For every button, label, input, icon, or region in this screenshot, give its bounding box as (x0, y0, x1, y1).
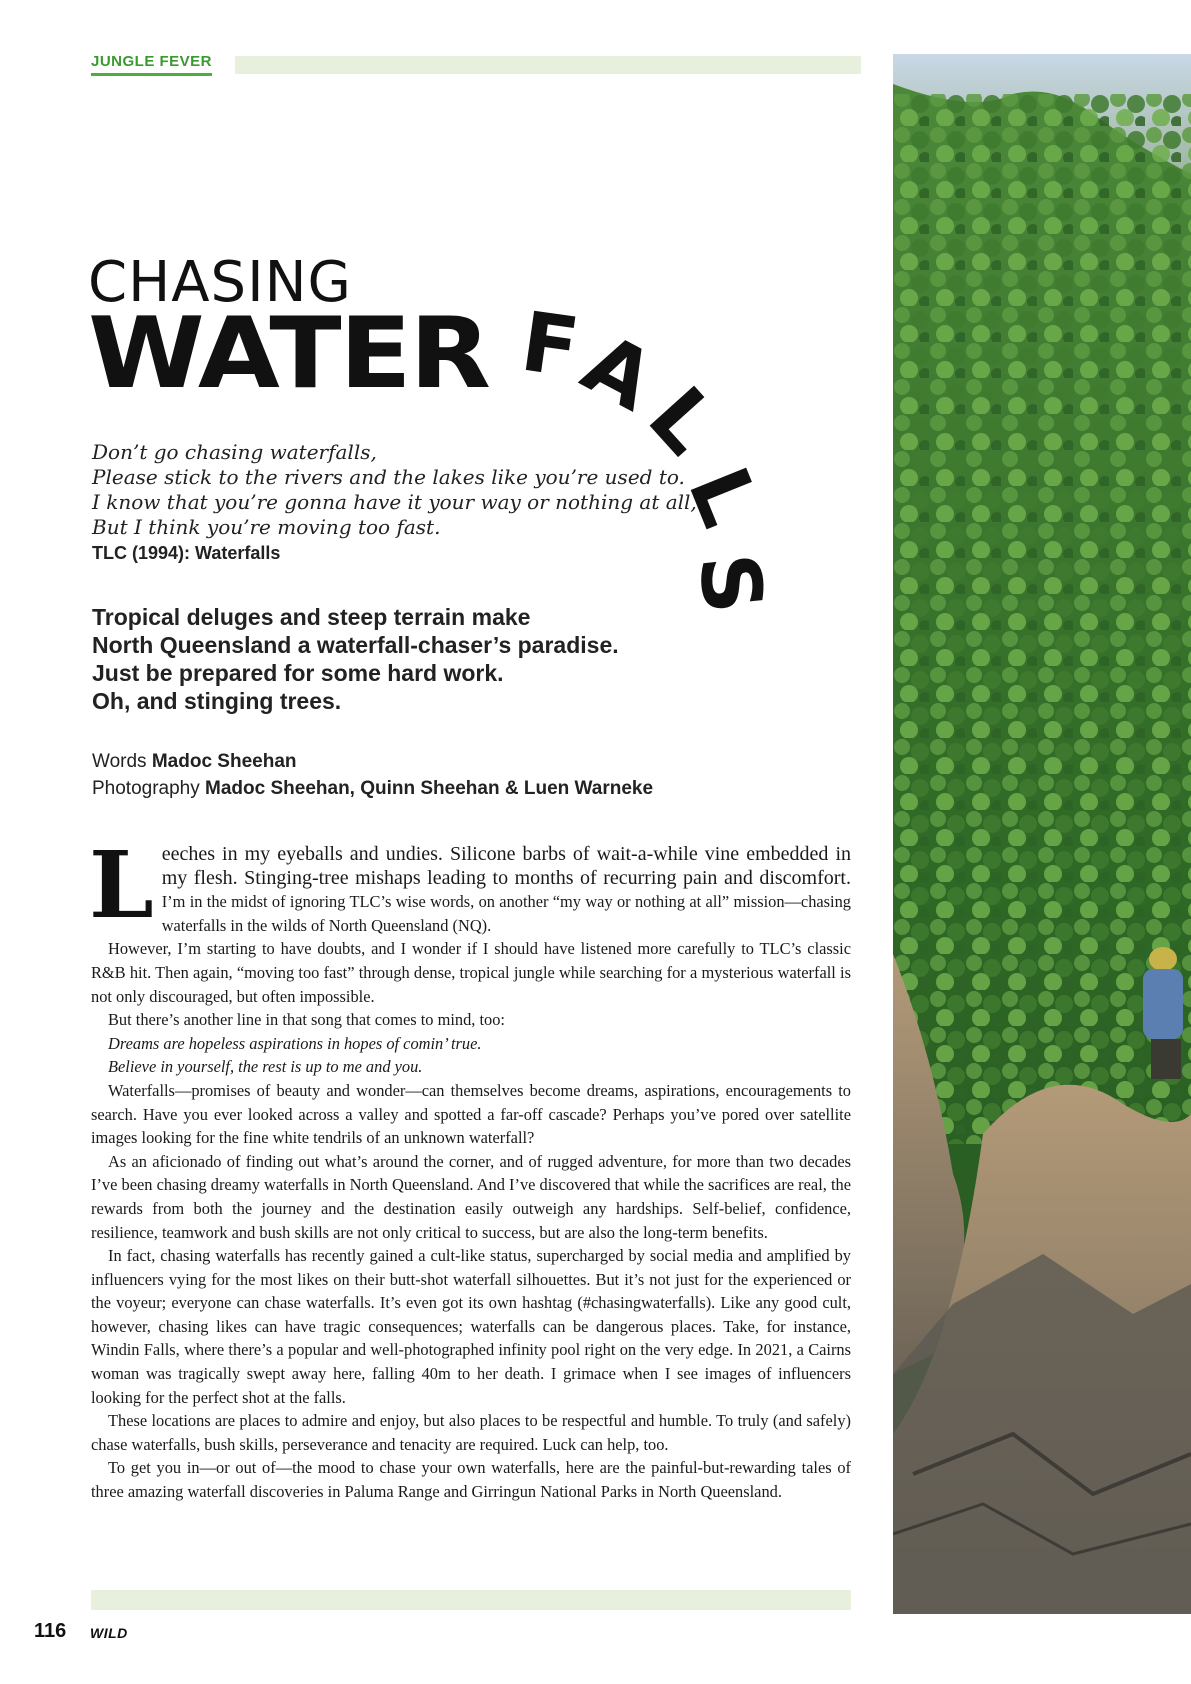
magazine-name: WILD (90, 1625, 128, 1641)
paragraph: These locations are places to admire and enjoy, but also places to be respectful and humble. To truly (and safely) chase waterfalls, bush skills, perseverance and tenacity are required. Luck can help, too. (91, 1411, 851, 1454)
lyric-line: Please stick to the rivers and the lakes like you’re used to. (92, 465, 685, 489)
standfirst-line: Tropical deluges and steep terrain make (92, 604, 531, 630)
paragraph: But there’s another line in that song that comes to mind, too: (108, 1010, 505, 1030)
paragraph: In fact, chasing waterfalls has recently gained a cult-like status, supercharged by social media and amplified by influencers vying for the most likes on their butt-shot waterfall silhouettes. But it’s not just for the experienced or the voyeur; everyone can chase waterfalls. It’s even got its own hashtag (#chasingwaterfalls). Like any good cult, however, chasing likes can have tragic consequences; waterfalls can be dangerous places. Take, for instance, Windin Falls, where there’s a popular and well-photographed infinity pool right on the very edge. In 2021, a Cairns woman was tragically swept away here, falling 40m to her death. I grimace when I see images of influencers looking for the perfect shot at the falls. (91, 1246, 851, 1407)
standfirst (92, 603, 619, 715)
photo-authors: Madoc Sheehan, Quinn Sheehan & Luen Warneke (205, 778, 654, 799)
lyric-quote (92, 440, 697, 540)
page-number: 116 (34, 1620, 67, 1642)
rainforest-photo (893, 54, 1191, 1614)
lead-paragraph (89, 831, 851, 939)
photo-byline (92, 775, 653, 802)
paragraph: However, I’m starting to have doubts, and I wonder if I should have listened more carefully to TLC’s classic R&B hit. Then again, “moving too fast” through dense, tropical jungle while searching for a mysterious waterfall is not only discouraged, but often impossible. (91, 939, 851, 1006)
standfirst-line: North Queensland a waterfall-chaser’s paradise. (92, 632, 619, 658)
title-line-2: WATER (88, 297, 489, 411)
lyric-inline: Believe in yourself, the rest is up to me and you. (108, 1057, 423, 1077)
article-body (89, 831, 851, 1504)
words-byline (92, 748, 653, 775)
lead-in: eeches in my eyeballs and undies. Silicone barbs of wait-a-while vine embedded in my flesh. Stinging-tree mishaps leading to months of recurring pain and discomfort. (161, 843, 851, 889)
lead-rest: I’m in the midst of ignoring TLC’s wise words, on another “my way or nothing at all” mission—chasing waterfalls in the wilds of North Queensland (NQ). (161, 892, 851, 935)
paragraph: As an aficionado of finding out what’s around the corner, and of rugged adventure, for more than two decades I’ve been chasing dreamy waterfalls in North Queensland. And I’ve discovered that while the sacrifices are real, the rewards from both the journey and the destination easily outweigh any hardships. Self-belief, confidence, resilience, teamwork and bush skills are not only critical to success, but are also the long-term benefits. (91, 1151, 851, 1242)
standfirst-line: Oh, and stinging trees. (92, 688, 342, 714)
photo-label: Photography (92, 778, 200, 799)
arc-letter-f: F (515, 294, 585, 397)
arc-letter-s: S (679, 549, 781, 619)
section-header (91, 54, 861, 76)
lyric-credit: TLC (1994): Waterfalls (92, 543, 281, 563)
arc-letter-l-2: L (669, 454, 777, 540)
drop-cap: L (89, 831, 154, 939)
lyric-inline: Dreams are hopeless aspirations in hopes of comin’ true. (108, 1033, 482, 1053)
lyric-line: But I think you’re moving too fast. (92, 515, 441, 539)
bylines (92, 748, 653, 802)
footer-rule (91, 1590, 851, 1610)
paragraph: Waterfalls—promises of beauty and wonder—can themselves become dreams, aspirations, encouragements to search. Have you ever looked across a valley and spotted a far-off cascade? Perhaps you’ve pored over satellite images looking for the fine white tendrils of an unknown waterfall? (91, 1080, 851, 1148)
arc-letter-a: A (568, 316, 669, 430)
section-label: JUNGLE FEVER (91, 54, 212, 76)
standfirst-line: Just be prepared for some hard work. (92, 660, 504, 686)
lyric-line: I know that you’re gonna have it your way or nothing at all, (92, 490, 697, 514)
arc-letter-l: L (629, 369, 736, 473)
section-rule (235, 56, 861, 74)
paragraph: To get you in—or out of—the mood to chase your own waterfalls, here are the painful-but-rewarding tales of three amazing waterfall discoveries in Paluma Range and Girringun National Parks in North Queensland. (91, 1458, 851, 1502)
words-author: Madoc Sheehan (151, 751, 297, 772)
words-label: Words (92, 751, 147, 772)
title-line-1: CHASING (88, 250, 352, 315)
lyric-line: Don’t go chasing waterfalls, (92, 440, 377, 464)
